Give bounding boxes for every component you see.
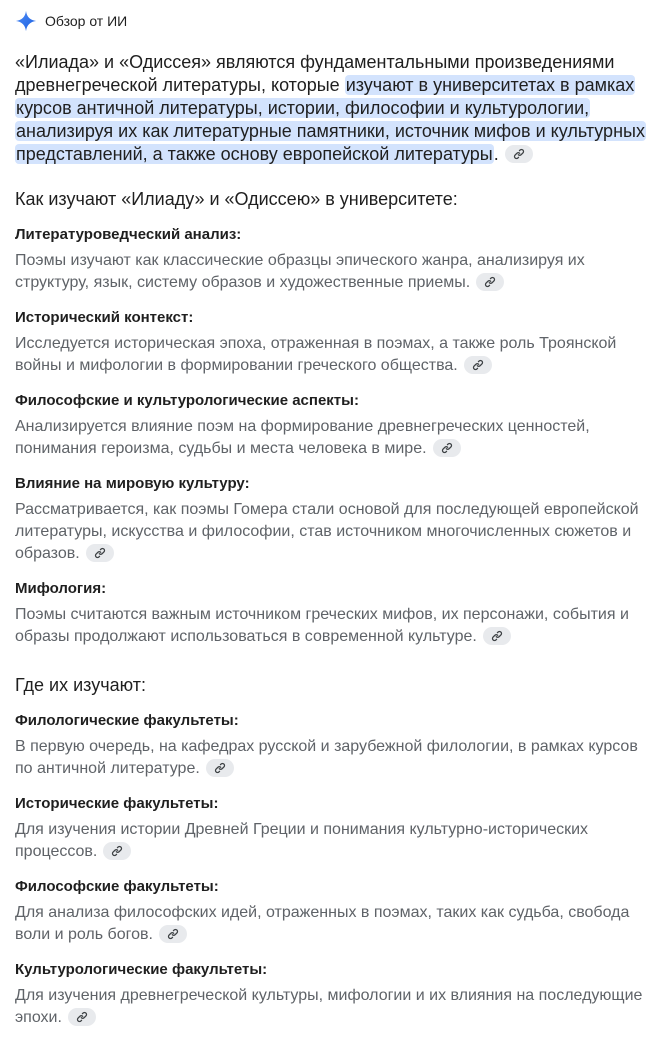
source-link-button[interactable] bbox=[433, 439, 461, 457]
source-link-button[interactable] bbox=[464, 356, 492, 374]
item-text bbox=[15, 819, 654, 863]
source-link-button[interactable] bbox=[476, 273, 504, 291]
intro-end: . bbox=[493, 144, 499, 164]
link-icon bbox=[441, 442, 453, 454]
source-link-button[interactable] bbox=[206, 759, 234, 777]
ai-overview-header bbox=[15, 0, 654, 41]
how-list bbox=[15, 225, 654, 648]
item-title: Литературоведческий анализ: bbox=[15, 226, 242, 243]
list-item bbox=[15, 474, 654, 565]
item-text bbox=[15, 736, 654, 780]
source-link-button[interactable] bbox=[483, 627, 511, 645]
item-text bbox=[15, 416, 654, 460]
link-icon bbox=[76, 1011, 88, 1023]
item-title: Философские и культурологические аспекты: bbox=[15, 392, 359, 409]
item-text-content: В первую очередь, на кафедрах русской и зарубежной филологии, в рамках курсов по античной литературе. bbox=[15, 738, 638, 777]
item-text bbox=[15, 333, 654, 377]
link-icon bbox=[94, 547, 106, 559]
intro-paragraph bbox=[15, 51, 654, 166]
link-icon bbox=[472, 359, 484, 371]
item-title: Исторические факультеты: bbox=[15, 795, 219, 812]
link-icon bbox=[491, 630, 503, 642]
item-text-content: Для анализа философских идей, отраженных в поэмах, таких как судьба, свобода воли и роль богов. bbox=[15, 904, 630, 943]
item-text-content: Для изучения древнегреческой культуры, мифологии и их влияния на последующие эпохи. bbox=[15, 987, 643, 1026]
list-item bbox=[15, 794, 654, 863]
item-text-content: Для изучения истории Древней Греции и понимания культурно-исторических процессов. bbox=[15, 821, 589, 860]
link-icon bbox=[214, 762, 226, 774]
item-text-content: Анализируется влияние поэм на формирование древнегреческих ценностей, понимания героизма, судьбы и места человека в мире. bbox=[15, 418, 590, 457]
list-item bbox=[15, 960, 654, 1029]
item-title: Влияние на мировую культуру: bbox=[15, 475, 250, 492]
source-link-button[interactable] bbox=[505, 145, 533, 163]
link-icon bbox=[111, 845, 123, 857]
item-text bbox=[15, 499, 654, 565]
list-item bbox=[15, 579, 654, 648]
link-icon bbox=[513, 148, 525, 160]
source-link-button[interactable] bbox=[68, 1008, 96, 1026]
ai-overview-title: Обзор от ИИ bbox=[45, 13, 128, 29]
item-text bbox=[15, 985, 654, 1029]
item-title: Культурологические факультеты: bbox=[15, 961, 268, 978]
list-item bbox=[15, 308, 654, 377]
item-text bbox=[15, 902, 654, 946]
source-link-button[interactable] bbox=[159, 925, 187, 943]
intro-text: «Илиада» и «Одиссея» являются фундаментальными произведениями древнегреческой литературы, которые bbox=[15, 52, 615, 95]
item-text-content: Поэмы считаются важным источником греческих мифов, их персонажи, события и образы продолжают использоваться в современной культуре. bbox=[15, 606, 629, 645]
where-list bbox=[15, 711, 654, 1029]
list-item bbox=[15, 391, 654, 460]
sparkle-icon bbox=[15, 10, 37, 32]
how-heading: Как изучают «Илиаду» и «Одиссею» в университете: bbox=[15, 189, 458, 209]
intro-highlight: изучают в университетах в рамках курсов античной литературы, истории, философии и культурологии, анализируя их как литературные памятники, источник мифов и культурных представлений, а также основу европейской литературы bbox=[16, 75, 645, 164]
source-link-button[interactable] bbox=[86, 544, 114, 562]
link-icon bbox=[167, 928, 179, 940]
item-title: Философские факультеты: bbox=[15, 878, 219, 895]
list-item bbox=[15, 711, 654, 780]
source-link-button[interactable] bbox=[103, 842, 131, 860]
item-text-content: Рассматривается, как поэмы Гомера стали основой для последующей европейской литературы, искусства и философии, став источником многочисленных сюжетов и образов. bbox=[15, 501, 639, 562]
item-text-content: Исследуется историческая эпоха, отраженная в поэмах, а также роль Троянской войны и мифологии в формировании греческого общества. bbox=[15, 335, 617, 374]
list-item bbox=[15, 225, 654, 294]
item-title: Мифология: bbox=[15, 580, 107, 597]
link-icon bbox=[484, 276, 496, 288]
item-text bbox=[15, 250, 654, 294]
item-title: Исторический контекст: bbox=[15, 309, 194, 326]
item-text-content: Поэмы изучают как классические образцы эпического жанра, анализируя их структуру, язык, систему образов и художественные приемы. bbox=[15, 252, 585, 291]
item-text bbox=[15, 604, 654, 648]
list-item bbox=[15, 877, 654, 946]
item-title: Филологические факультеты: bbox=[15, 712, 239, 729]
where-heading: Где их изучают: bbox=[15, 675, 146, 695]
